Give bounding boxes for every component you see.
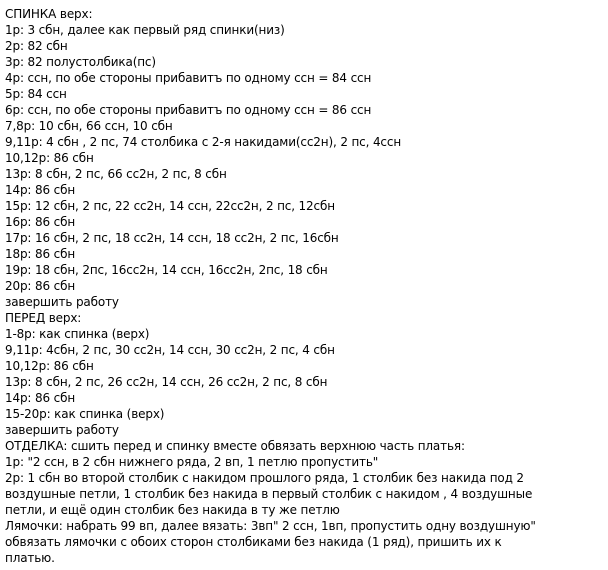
back-row-14: 14р: 86 сбн xyxy=(5,183,76,197)
back-row-19: 19р: 18 сбн, 2пс, 16сс2н, 14 ссн, 16сс2н, 2пс, 18 сбн xyxy=(5,263,328,277)
straps-line-3: платью. xyxy=(5,551,55,565)
straps-line-1: Лямочки: набрать 99 вп, далее вязать: 3вп" 2 ссн, 1вп, пропустить одну воздушную" xyxy=(5,519,536,533)
back-row-20: 20р: 86 сбн xyxy=(5,279,76,293)
front-row-15-20: 15-20р: как спинка (верх) xyxy=(5,407,165,421)
back-row-5: 5р: 84 ссн xyxy=(5,87,67,101)
back-row-18: 18р: 86 сбн xyxy=(5,247,76,261)
section-heading-back: СПИНКА верх: xyxy=(5,7,93,21)
back-row-10-12: 10,12р: 86 сбн xyxy=(5,151,94,165)
finishing-line-1: 1р: "2 ссн, в 2 сбн нижнего ряда, 2 вп, 1 петлю пропустить" xyxy=(5,455,379,469)
front-row-13: 13р: 8 сбн, 2 пс, 26 сс2н, 14 ссн, 26 сс2н, 2 пс, 8 сбн xyxy=(5,375,328,389)
front-row-10-12: 10,12р: 86 сбн xyxy=(5,359,94,373)
back-row-9-11: 9,11р: 4 сбн , 2 пс, 74 столбика с 2-я накидами(сс2н), 2 пс, 4ссн xyxy=(5,135,402,149)
front-row-14: 14р: 86 сбн xyxy=(5,391,76,405)
back-row-16: 16р: 86 сбн xyxy=(5,215,76,229)
finishing-line-4: петли, и ещё один столбик без накида в ту же петлю xyxy=(5,503,340,517)
front-finish: завершить работу xyxy=(5,423,119,437)
back-row-15: 15р: 12 сбн, 2 пс, 22 сс2н, 14 ссн, 22сс2н, 2 пс, 12сбн xyxy=(5,199,335,213)
finishing-line-3: воздушные петли, 1 столбик без накида в первый столбик с накидом , 4 воздушные xyxy=(5,487,533,501)
section-heading-front: ПЕРЕД верх: xyxy=(5,311,82,325)
back-row-4: 4р: ссн, по обе стороны прибавитъ по одному ссн = 84 ссн xyxy=(5,71,372,85)
back-finish: завершить работу xyxy=(5,295,119,309)
back-row-3: 3р: 82 полустолбика(пс) xyxy=(5,55,156,69)
back-row-6: 6р: ссн, по обе стороны прибавитъ по одному ссн = 86 ссн xyxy=(5,103,372,117)
section-heading-finishing: ОТДЕЛКА: сшить перед и спинку вместе обвязать верхнюю часть платья: xyxy=(5,439,465,453)
finishing-line-2: 2р: 1 сбн во второй столбик с накидом прошлого ряда, 1 столбик без накида под 2 xyxy=(5,471,524,485)
front-row-9-11: 9,11р: 4сбн, 2 пс, 30 сс2н, 14 ссн, 30 сс2н, 2 пс, 4 сбн xyxy=(5,343,335,357)
back-row-2: 2р: 82 сбн xyxy=(5,39,68,53)
back-row-17: 17р: 16 сбн, 2 пс, 18 сс2н, 14 ссн, 18 сс2н, 2 пс, 16сбн xyxy=(5,231,339,245)
back-row-7-8: 7,8р: 10 сбн, 66 ссн, 10 сбн xyxy=(5,119,173,133)
front-row-1-8: 1-8р: как спинка (верх) xyxy=(5,327,150,341)
back-row-1: 1р: 3 сбн, далее как первый ряд спинки(низ) xyxy=(5,23,285,37)
straps-line-2: обвязать лямочки с обоих сторон столбиками без накида (1 ряд), пришить их к xyxy=(5,535,502,549)
back-row-13: 13р: 8 сбн, 2 пс, 66 сс2н, 2 пс, 8 сбн xyxy=(5,167,227,181)
